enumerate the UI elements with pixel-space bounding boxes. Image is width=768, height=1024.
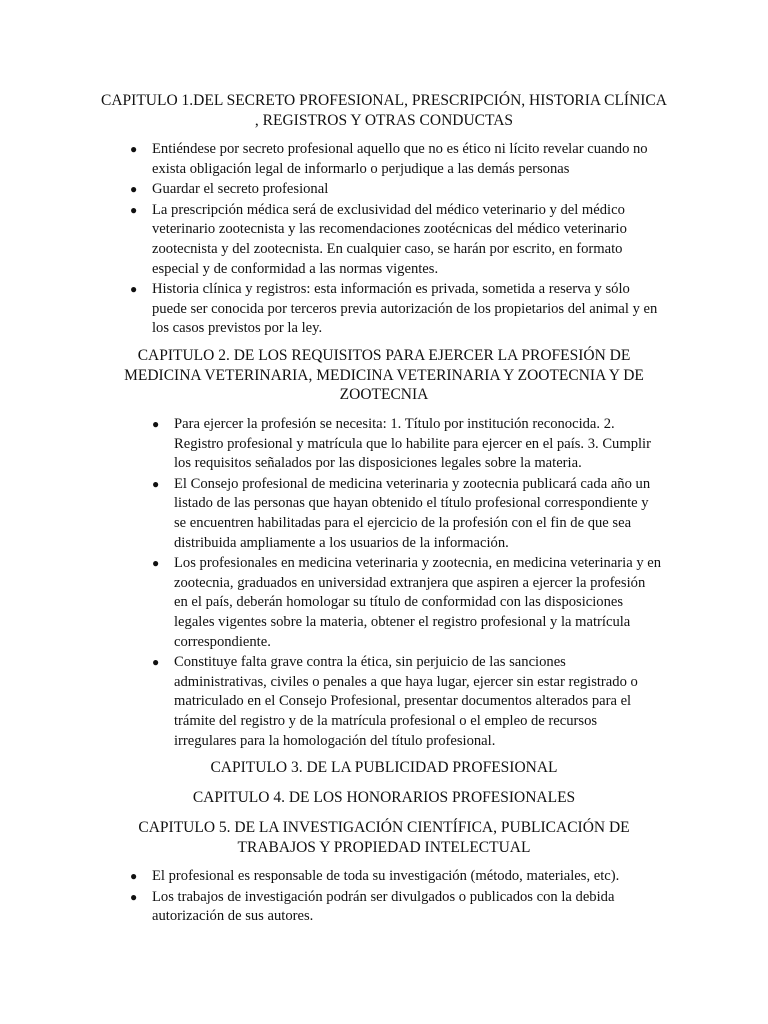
bullet-icon: ● [130,869,138,883]
list-item [152,475,662,553]
list-item-text: Los trabajos de investigación podrán ser divulgados o publicados con la debida autorización de sus autores. [152,888,615,925]
bullet-icon: ● [152,417,160,431]
list-item [152,554,662,652]
list-item-text: Historia clínica y registros: esta información es privada, sometida a reserva y sólo puede ser conocida por terceros previa autorización de los propietarios del animal y en los casos previstos por la ley. [152,281,658,337]
bullet-icon: ● [152,655,160,670]
bullet-icon: ● [130,282,138,297]
bullet-icon: ● [130,142,138,156]
bullet-icon: ● [130,182,138,197]
list-item [130,140,662,179]
list-item [130,888,662,927]
bullet-icon: ● [130,889,138,904]
list-item [130,280,662,339]
chapter-5-list [130,867,662,927]
list-item [152,653,662,751]
list-item-text: El Consejo profesional de medicina veterinaria y zootecnia publicará cada año un listado de las personas que hayan obtenido el título profesional correspondiente y se encuentren habilitadas para el ejercicio de la profesión con el fin de que sea distribuida ampliamente a los usuarios de la información. [174,475,651,551]
list-item-text: Entiéndese por secreto profesional aquello que no es ético ni lícito revelar cuando no exista obligación legal de informarlo o perjudique a las demás personas [152,141,648,177]
chapter-2-heading: CAPITULO 2. DE LOS REQUISITOS PARA EJERCER LA PROFESIÓN DE MEDICINA VETERINARIA, MEDICINA VETERINARIA Y ZOOTECNIA Y DE ZOOTECNIA [124,347,644,403]
list-item-text: El profesional es responsable de toda su investigación (método, materiales, etc). [152,868,620,884]
list-item [130,180,662,200]
chapter-3-heading: CAPITULO 3. DE LA PUBLICIDAD PROFESIONAL [210,759,558,776]
chapter-1-list [130,140,662,339]
chapter-4-heading: CAPITULO 4. DE LOS HONORARIOS PROFESIONALES [192,789,576,806]
list-item [130,867,662,887]
chapter-5-heading: CAPITULO 5. DE LA INVESTIGACIÓN CIENTÍFICA, PUBLICACIÓN DE TRABAJOS Y PROPIEDAD INTELECTUAL [138,819,630,856]
list-item-text: Los profesionales en medicina veterinaria y zootecnia, en medicina veterinaria y en zootecnia, graduados en universidad extranjera que aspiren a ejercer la profesión en el país, deberán homologar su título de conformidad con las disposiciones legales vigentes sobre la materia, obtener el registro profesional y la matrícula correspondiente. [174,555,662,650]
list-item-text: Guardar el secreto profesional [152,181,329,198]
bullet-icon: ● [152,556,160,571]
chapter-1-heading: CAPITULO 1.DEL SECRETO PROFESIONAL, PRESCRIPCIÓN, HISTORIA CLÍNICA , REGISTROS Y OTRAS CONDUCTAS [101,92,667,129]
list-item [152,415,662,474]
bullet-icon: ● [130,202,138,217]
chapter-2-list [152,415,662,751]
list-item-text: La prescripción médica será de exclusividad del médico veterinario y del médico veterinario zootecnista y las recomendaciones zootécnicas del médico veterinario zootecnista y del zootecnista. En cualquier caso, se harán por escrito, en formato especial y de conformidad a las normas vigentes. [152,201,627,277]
list-item-text: Para ejercer la profesión se necesita: 1. Título por institución reconocida. 2. Registro profesional y matrícula que lo habilite para ejercer en el país. 3. Cumplir los requisitos señalados por las disposiciones legales sobre la materia. [174,416,651,472]
list-item-text: Constituye falta grave contra la ética, sin perjuicio de las sanciones administrativas, civiles o penales a que haya lugar, ejercer sin estar registrado o matriculado en el Consejo Profesional, presentar documentos alterados para el trámite del registro y de la matrícula profesional o el empleo de recursos irregulares para la homologación del título profesional. [174,654,638,749]
list-item [130,201,662,279]
bullet-icon: ● [152,476,160,491]
